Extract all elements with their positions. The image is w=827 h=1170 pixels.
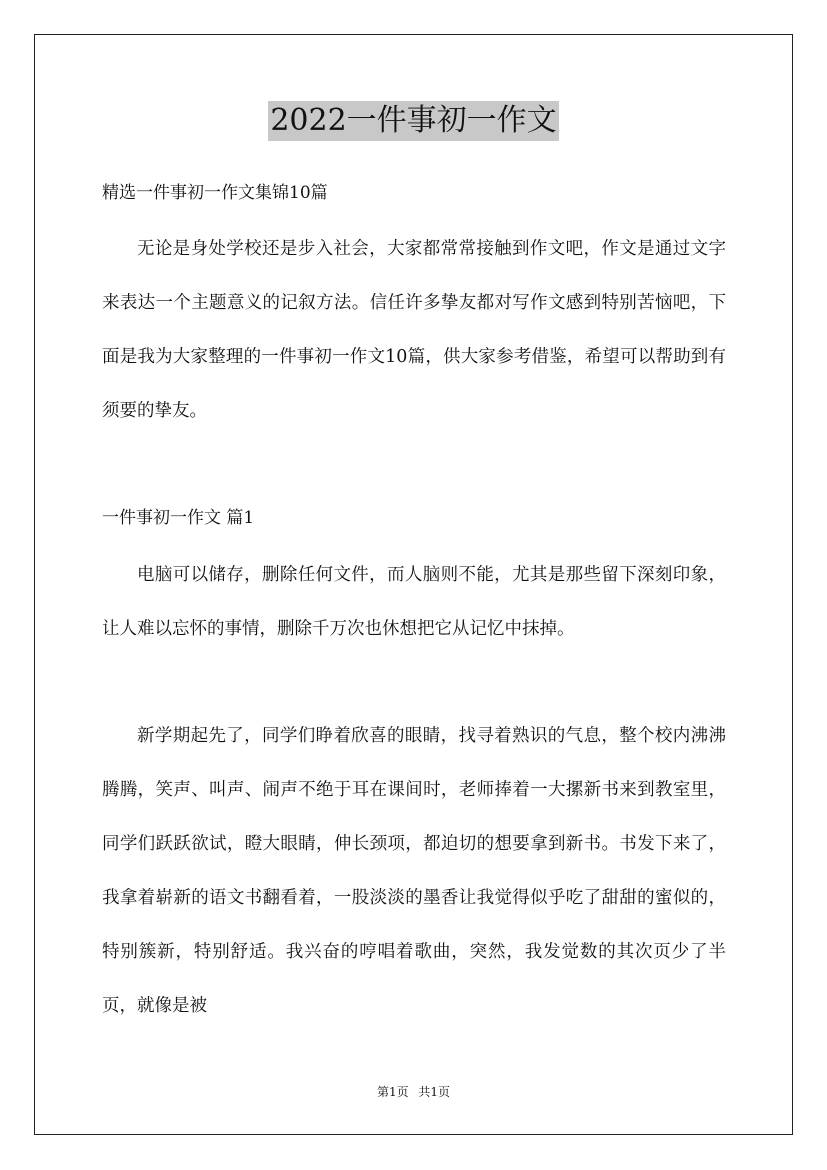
document-subtitle: 精选一件事初一作文集锦10篇 (102, 183, 328, 203)
body-paragraph-1: 电脑可以储存，删除任何文件，而人脑则不能，尤其是那些留下深刻印象，让人难以忘怀的事情，删除千万次也休想把它从记忆中抹掉。 (102, 565, 726, 639)
body-paragraph-2: 新学期起先了，同学们睁着欣喜的眼睛，找寻着熟识的气息，整个校内沸沸腾腾，笑声、叫声、闹声不绝于耳在课间时，老师捧着一大摞新书来到教室里，同学们跃跃欲试，瞪大眼睛，伸长颈项，都迫切的想要拿到新书。书发下来了，我拿着崭新的语文书翻看着，一股淡淡的墨香让我觉得似乎吃了甜甜的蜜似的，特别簇新，特别舒适。我兴奋的哼唱着歌曲，突然，我发觉数的其次页少了半页，就像是被 (102, 726, 726, 1016)
title-container (0, 101, 827, 141)
document-title: 2022一件事初一作文 (268, 101, 558, 141)
page-total: 共1页 (418, 1085, 451, 1099)
page-footer (0, 1084, 827, 1100)
page-number: 第1页 (376, 1085, 409, 1099)
intro-paragraph: 无论是身处学校还是步入社会，大家都常常接触到作文吧，作文是通过文字来表达一个主题意义的记叙方法。信任许多挚友都对写作文感到特别苦恼吧，下面是我为大家整理的一件事初一作文10篇，供大家参考借鉴，希望可以帮助到有须要的挚友。 (102, 239, 726, 421)
section-heading: 一件事初一作文 篇1 (102, 508, 255, 528)
